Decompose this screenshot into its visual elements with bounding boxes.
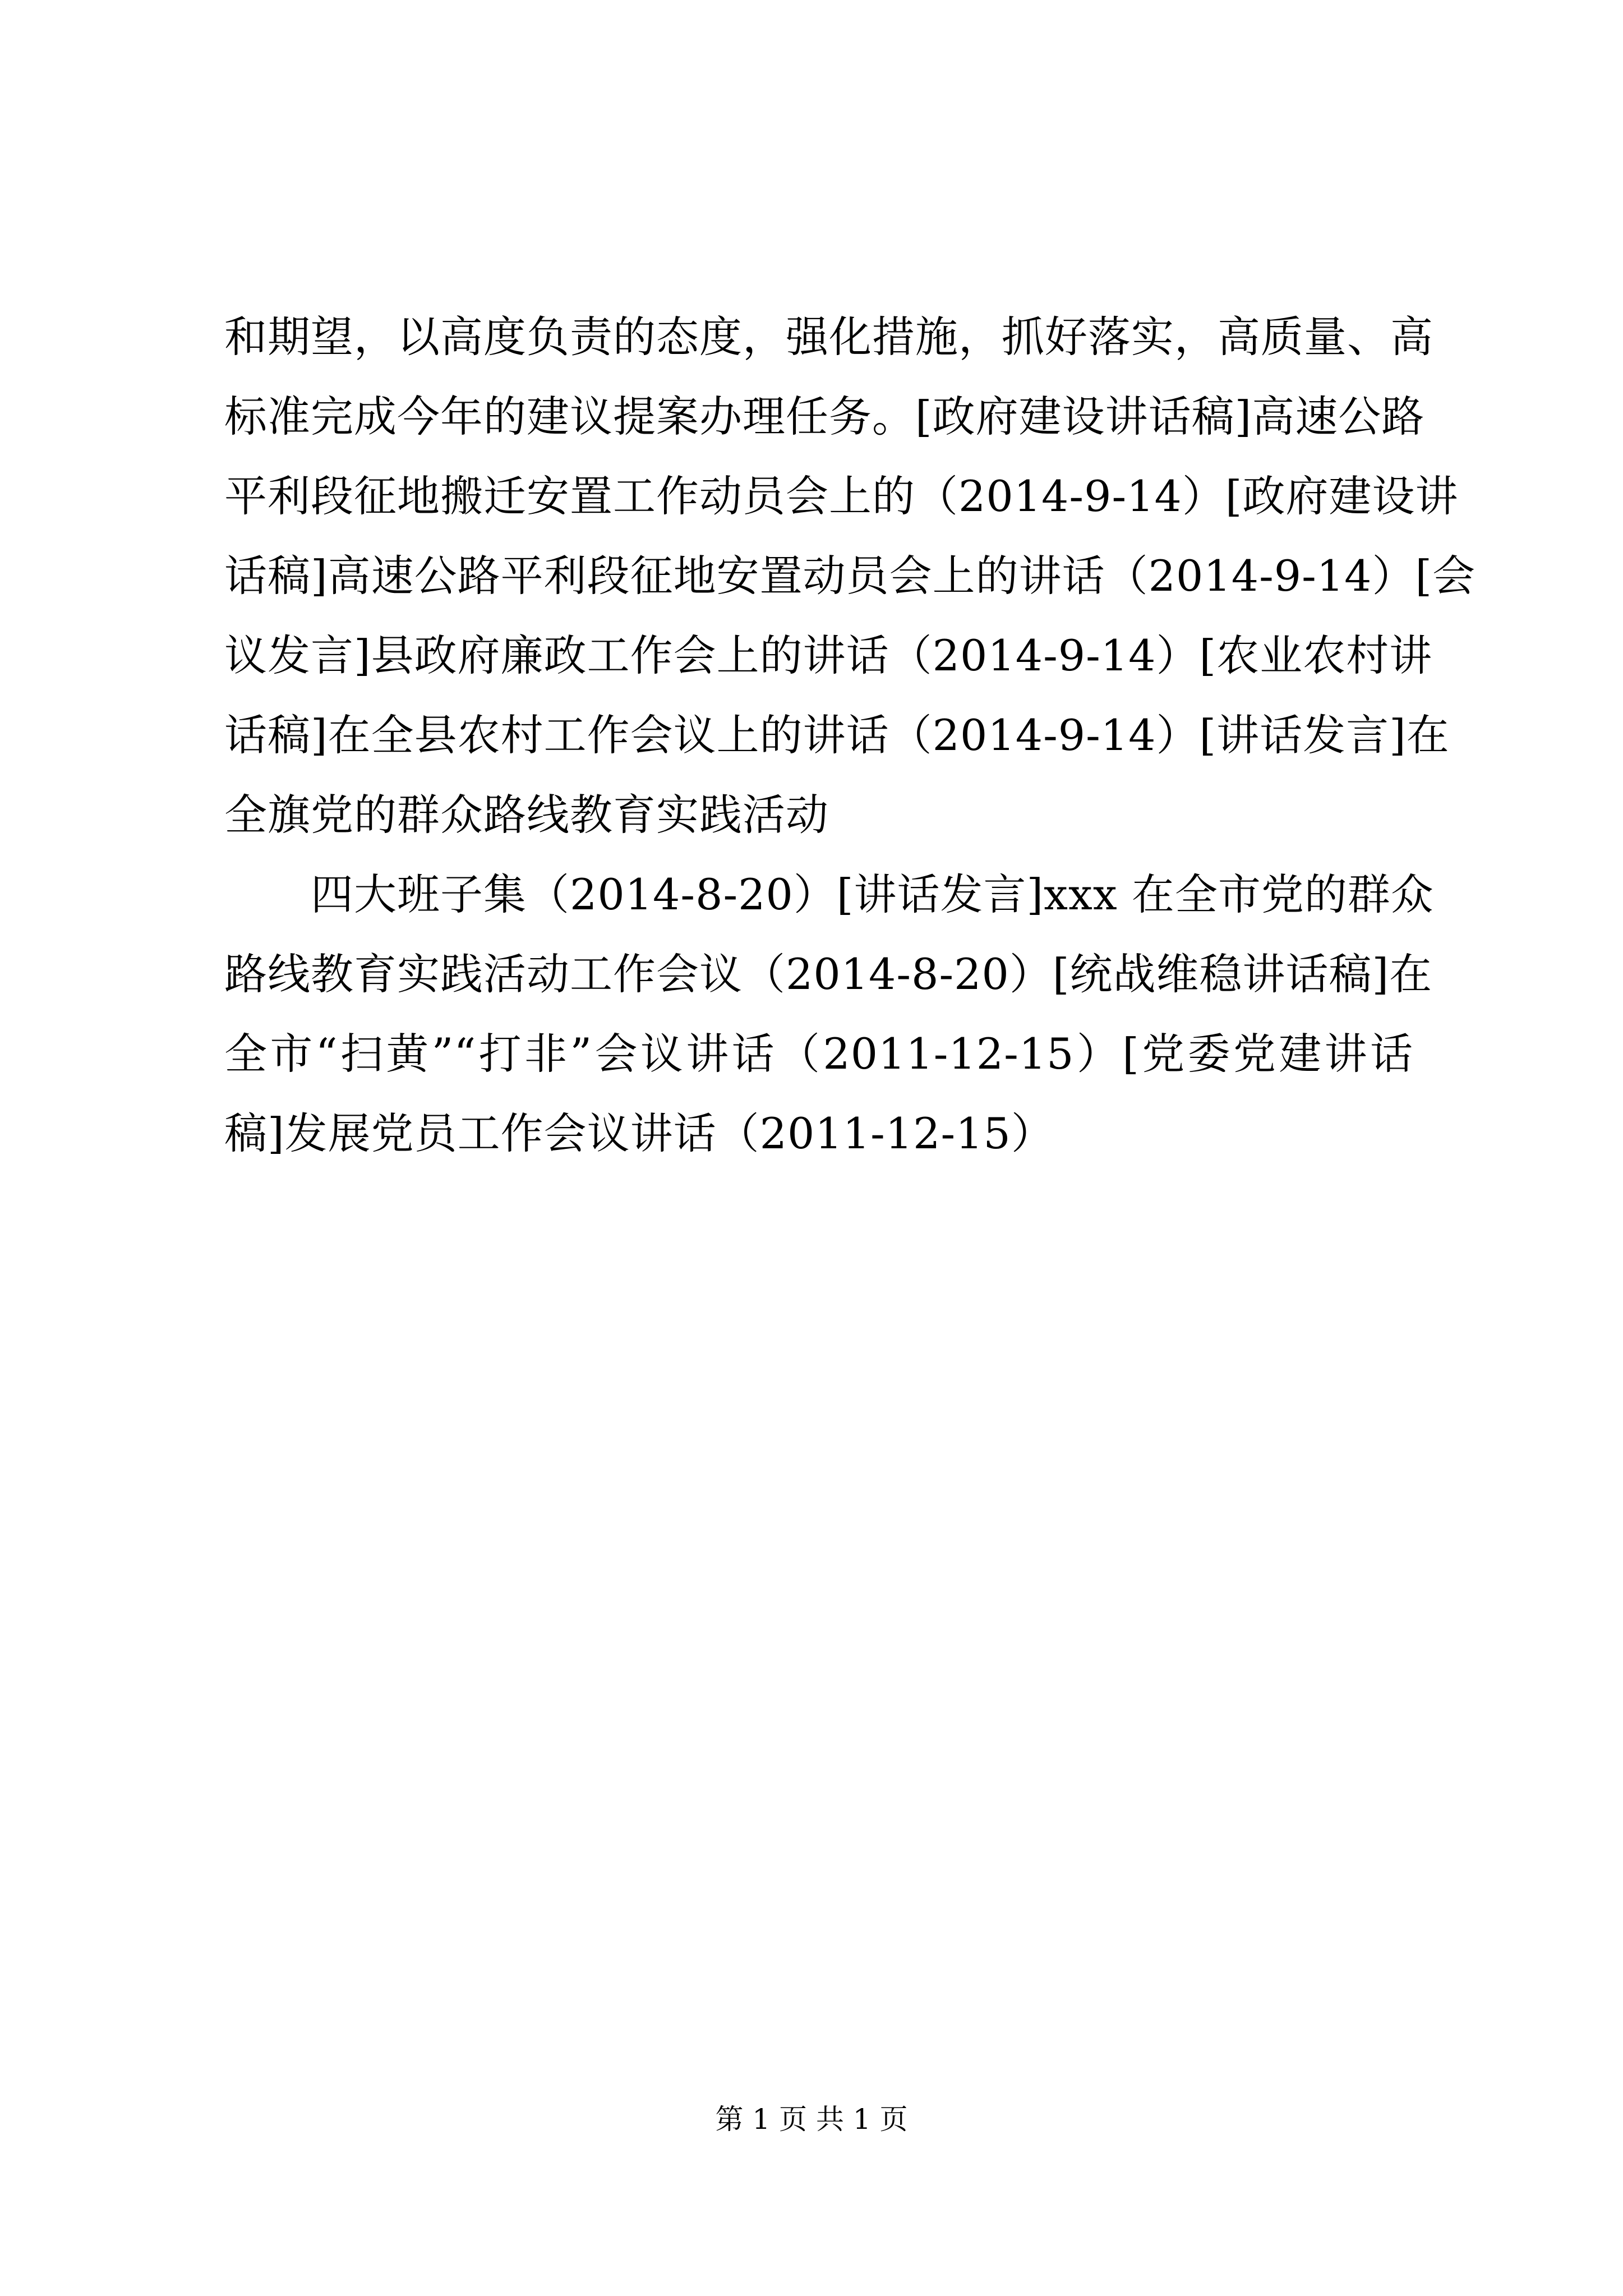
text-line: 标准完成今年的建议提案办理任务。[政府建设讲话稿]高速公路	[224, 392, 1425, 441]
text-line: 全旗党的群众路线教育实践活动	[224, 790, 829, 840]
page-number: 第 1 页 共 1 页	[715, 2103, 908, 2136]
paragraph-1	[224, 297, 1476, 855]
document-body	[224, 297, 1476, 1174]
text-line: 路线教育实践活动工作会议（2014-8-20）[统战维稳讲话稿]在	[224, 949, 1433, 999]
text-line: 话稿]在全县农村工作会议上的讲话（2014-9-14）[讲话发言]在	[224, 710, 1450, 760]
text-line: 稿]发展党员工作会议讲话（2011-12-15）	[224, 1108, 1054, 1158]
page-footer	[0, 2097, 1623, 2142]
text-line: 议发言]县政府廉政工作会上的讲话（2014-9-14）[农业农村讲	[224, 631, 1433, 680]
text-line: 话稿]高速公路平利段征地安置动员会上的讲话（2014-9-14）[会	[224, 551, 1476, 601]
paragraph-2	[224, 855, 1434, 1174]
text-line: 全市“扫黄”“打非”会议讲话（2011-12-15）[党委党建讲话	[224, 1029, 1413, 1079]
text-line: 四大班子集（2014-8-20）[讲话发言]xxx 在全市党的群众	[224, 869, 1434, 919]
text-line: 和期望，以高度负责的态度，强化措施，抓好落实，高质量、高	[224, 312, 1433, 362]
text-line: 平利段征地搬迁安置工作动员会上的（2014-9-14）[政府建设讲	[224, 471, 1459, 521]
